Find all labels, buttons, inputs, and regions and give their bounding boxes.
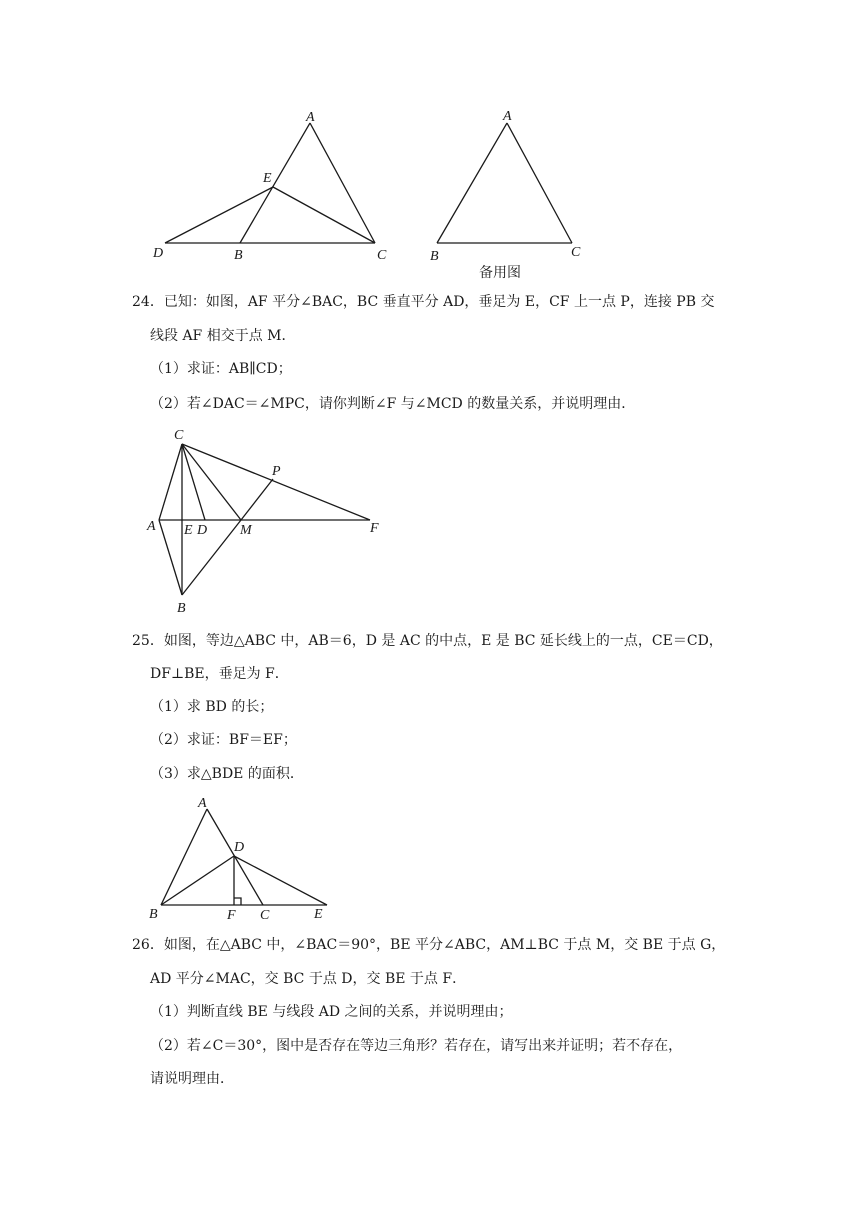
label-C: C	[571, 245, 581, 260]
q24-part1: （1）求证：AB∥CD；	[150, 361, 292, 377]
q25-line2: DF⊥BE，垂足为 F．	[150, 666, 289, 682]
q24-part2: （2）若∠DAC＝∠MPC，请你判断∠F 与∠MCD 的数量关系，并说明理由．	[150, 396, 636, 412]
figure-q23-backup	[425, 105, 600, 285]
figure-q23-backup-svg	[425, 105, 600, 285]
figure-q24-svg	[145, 422, 390, 617]
label-E: E	[184, 523, 193, 538]
q26-part2-cont: 请说明理由．	[150, 1071, 234, 1087]
q25-part3: （3）求△BDE 的面积．	[150, 766, 304, 782]
label-B: B	[177, 601, 186, 616]
label-E: E	[263, 171, 272, 186]
label-A: A	[503, 109, 512, 124]
q26-line2: AD 平分∠MAC，交 BC 于点 D，交 BE 于点 F．	[150, 971, 467, 987]
label-P: P	[272, 464, 281, 479]
q25-part2: （2）求证：BF＝EF；	[150, 732, 297, 748]
label-F: F	[370, 521, 379, 536]
label-B: B	[234, 248, 243, 263]
q25-part1: （1）求 BD 的长；	[150, 699, 274, 715]
figure-q25-svg	[145, 792, 345, 922]
figure-caption: 备用图	[479, 265, 521, 281]
label-M: M	[240, 523, 252, 538]
q26-line1: 26．如图，在△ABC 中，∠BAC＝90°，BE 平分∠ABC，AM⊥BC 于点 M，交 BE 于点 G，	[132, 937, 726, 953]
figure-q23-main-svg	[145, 105, 400, 265]
label-C: C	[260, 908, 270, 923]
label-B: B	[149, 907, 158, 922]
label-D: D	[153, 246, 164, 261]
q24-line1: 24．已知：如图，AF 平分∠BAC，BC 垂直平分 AD，垂足为 E，CF 上一点 P，连接 PB 交	[132, 294, 715, 310]
label-F: F	[227, 908, 236, 923]
q26-part1: （1）判断直线 BE 与线段 AD 之间的关系，并说明理由；	[150, 1004, 513, 1020]
figure-q24	[145, 422, 390, 617]
q26-part2: （2）若∠C＝30°，图中是否存在等边三角形？若存在，请写出来并证明；若不存在，	[150, 1038, 683, 1054]
label-A: A	[198, 796, 207, 811]
q25-line1: 25．如图，等边△ABC 中，AB＝6，D 是 AC 的中点，E 是 BC 延长线上的一点，CE＝CD，	[132, 633, 723, 649]
label-E: E	[314, 907, 323, 922]
label-D: D	[197, 523, 208, 538]
figure-q23-main	[145, 105, 400, 265]
label-B: B	[430, 249, 439, 264]
q24-line2: 线段 AF 相交于点 M．	[150, 328, 296, 344]
label-A: A	[147, 519, 156, 534]
label-A: A	[306, 110, 315, 125]
label-C: C	[174, 428, 184, 443]
label-C: C	[377, 248, 387, 263]
label-D: D	[234, 840, 245, 855]
figure-q25	[145, 792, 345, 922]
